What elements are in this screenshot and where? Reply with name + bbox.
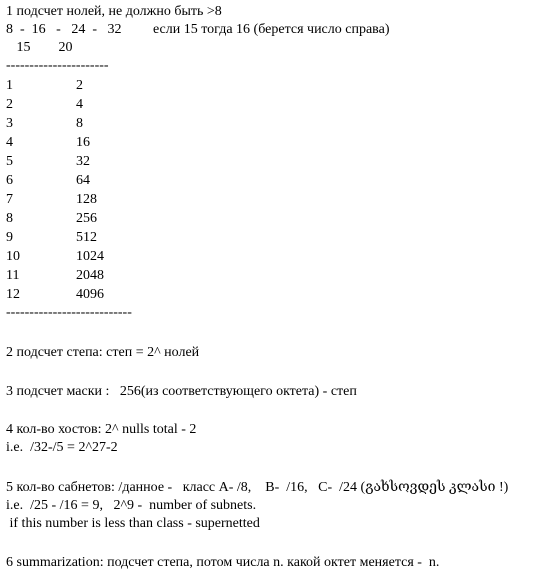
divider-bottom: --------------------------- xyxy=(6,305,132,320)
section-4-line-1: 4 кол-во хостов: 2^ nulls total - 2 xyxy=(6,422,197,437)
table-cell-power: 512 xyxy=(76,230,97,245)
table-cell-power: 16 xyxy=(76,135,90,150)
table-cell-power: 1024 xyxy=(76,249,104,264)
section-6-text: 6 summarization: подсчет степа, потом числа n. какой октет меняется - n. xyxy=(6,555,440,570)
table-cell-exponent: 6 xyxy=(6,173,13,188)
octet-boundaries-line: 8 - 16 - 24 - 32 если 15 тогда 16 (берется число справа) xyxy=(6,22,390,37)
table-cell-exponent: 3 xyxy=(6,116,13,131)
table-cell-power: 64 xyxy=(76,173,90,188)
table-cell-exponent: 11 xyxy=(6,268,20,283)
table-cell-power: 128 xyxy=(76,192,97,207)
table-cell-exponent: 10 xyxy=(6,249,20,264)
section-4-line-2: i.e. /32-/5 = 2^27-2 xyxy=(6,440,118,455)
table-cell-power: 8 xyxy=(76,116,83,131)
divider-top: ---------------------- xyxy=(6,58,109,73)
section-2-text: 2 подсчет степа: степ = 2^ нолей xyxy=(6,345,200,360)
table-cell-power: 2048 xyxy=(76,268,104,283)
section-5-line-3: if this number is less than class - supernetted xyxy=(6,516,260,531)
table-cell-power: 32 xyxy=(76,154,90,169)
table-cell-exponent: 5 xyxy=(6,154,13,169)
table-cell-exponent: 1 xyxy=(6,78,13,93)
table-cell-power: 2 xyxy=(76,78,83,93)
table-cell-exponent: 12 xyxy=(6,287,20,302)
section-3-text: 3 подсчет маски : 256(из соответствующего октета) - степ xyxy=(6,384,357,399)
table-cell-exponent: 8 xyxy=(6,211,13,226)
section-5-line-2: i.e. /25 - /16 = 9, 2^9 - number of subnets. xyxy=(6,498,257,513)
section-1-title: 1 подсчет нолей, не должно быть >8 xyxy=(6,4,222,19)
table-cell-exponent: 7 xyxy=(6,192,13,207)
table-cell-power: 4 xyxy=(76,97,83,112)
table-cell-exponent: 4 xyxy=(6,135,13,150)
section-5-line-1: 5 кол-во сабнетов: /данное - класс A- /8, B- /16, C- /24 (გახსოვდეს კლასი !) xyxy=(6,480,509,495)
table-cell-exponent: 2 xyxy=(6,97,13,112)
table-cell-power: 4096 xyxy=(76,287,104,302)
table-cell-power: 256 xyxy=(76,211,97,226)
table-cell-exponent: 9 xyxy=(6,230,13,245)
example-values-line: 15 20 xyxy=(6,40,73,55)
